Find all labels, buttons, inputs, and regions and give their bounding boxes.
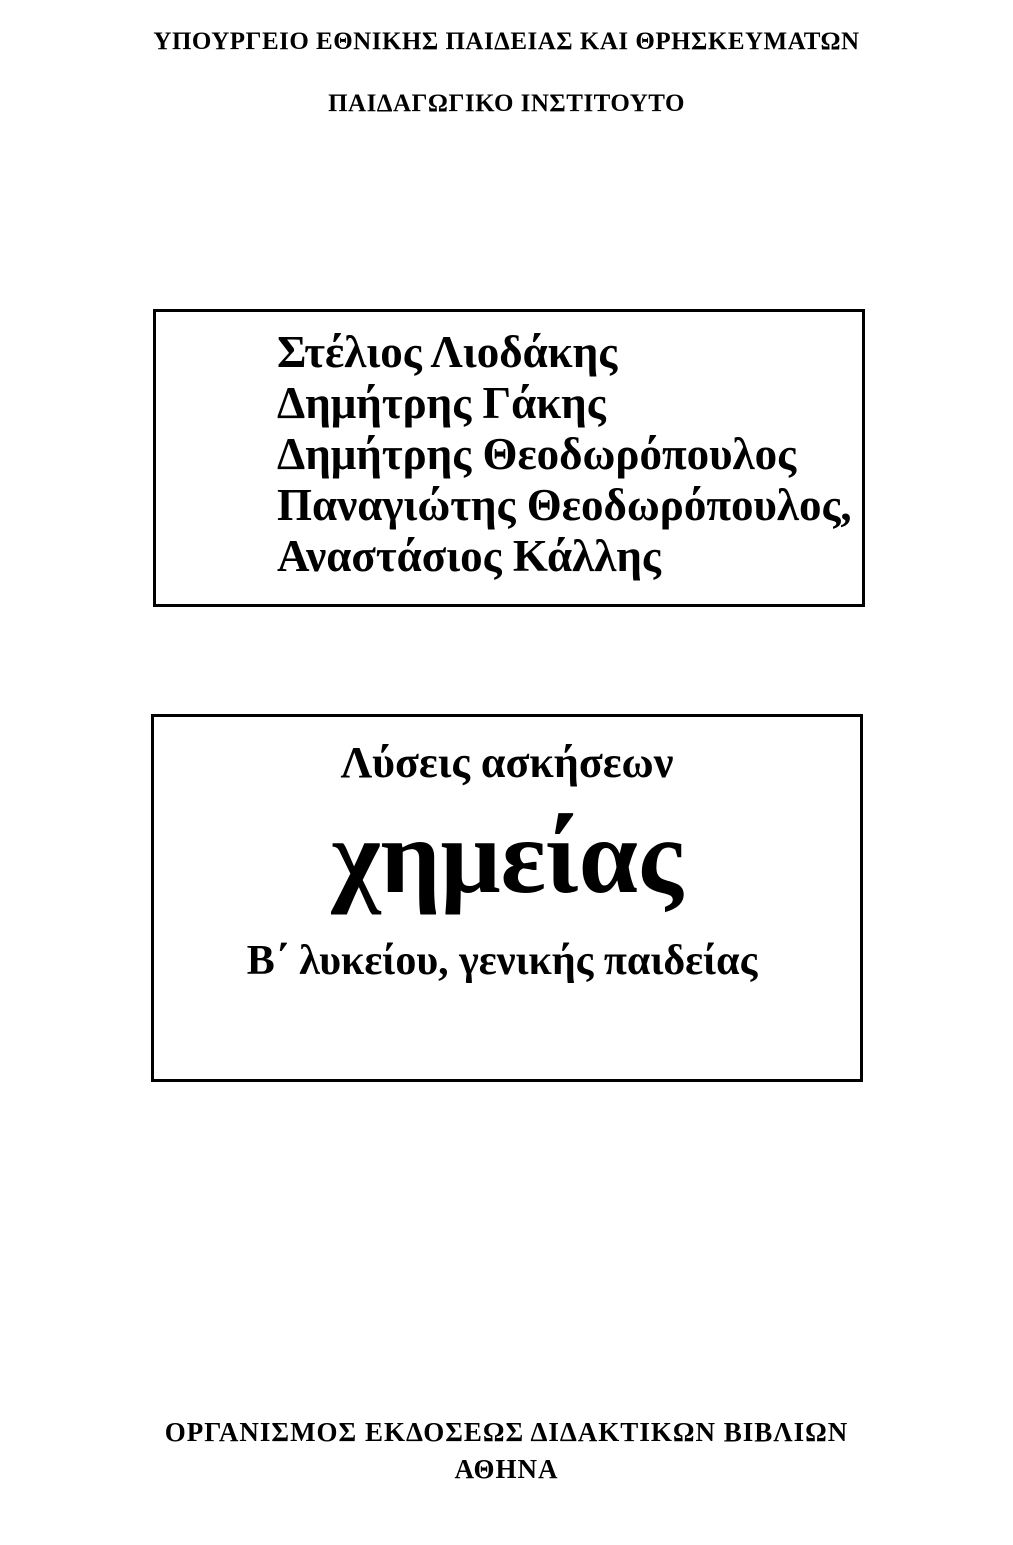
title-box [151, 714, 863, 1082]
authors-list [277, 327, 852, 582]
book-title: χημείας [331, 798, 683, 915]
book-subtitle: Λύσεις ασκήσεων [340, 738, 674, 787]
author-name: Παναγιώτης Θεοδωρόπουλος, [277, 480, 852, 530]
publisher-city: ΑΘΗΝΑ [454, 1454, 559, 1484]
author-name: Αναστάσιος Κάλλης [277, 531, 661, 581]
ministry-heading: ΥΠΟΥΡΓΕΙΟ ΕΘΝΙΚΗΣ ΠΑΙΔΕΙΑΣ ΚΑΙ ΘΡΗΣΚΕΥΜΑΤΩΝ [153, 28, 860, 55]
publisher-name: ΟΡΓΑΝΙΣΜΟΣ ΕΚΔΟΣΕΩΣ ΔΙΔΑΚΤΙΚΩΝ ΒΙΒΛΙΩΝ [164, 1417, 849, 1447]
grade-level: Β΄ λυκείου, γενικής παιδείας [246, 938, 758, 984]
author-name: Δημήτρης Θεοδωρόπουλος [277, 429, 797, 479]
author-name: Δημήτρης Γάκης [277, 378, 606, 428]
authors-box [153, 309, 865, 607]
institute-heading: ΠΑΙΔΑΓΩΓΙΚΟ ΙΝΣΤΙΤΟΥΤΟ [328, 90, 685, 117]
author-name: Στέλιος Λιοδάκης [277, 327, 618, 377]
